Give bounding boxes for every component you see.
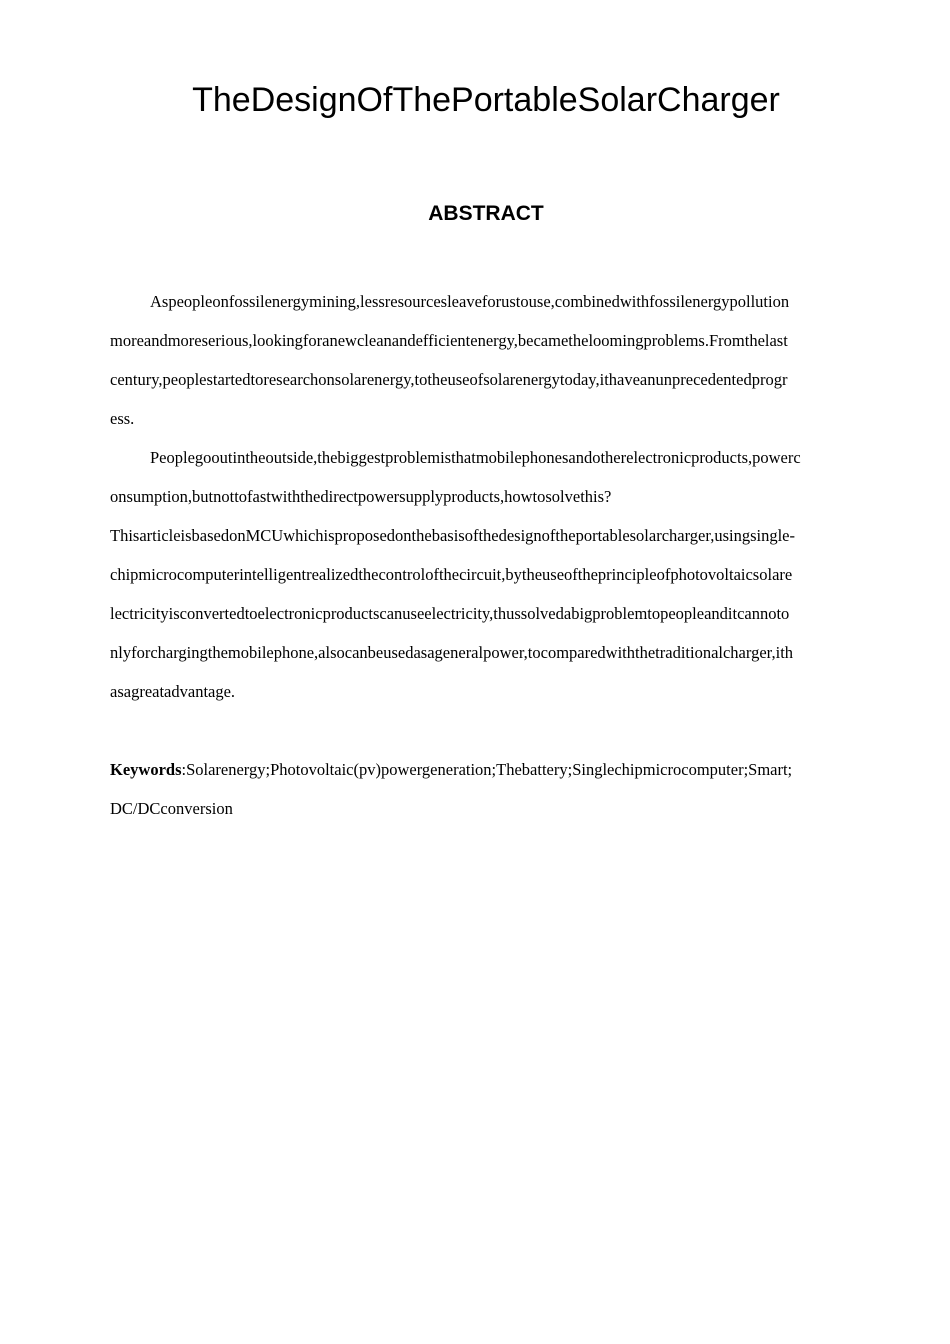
keywords-line xyxy=(110,758,792,782)
keywords-line-continued: DC/DCconversion xyxy=(110,799,233,818)
keywords-list: :Solarenergy;Photovoltaic(pv)powergeneration;Thebattery;Singlechipmicrocomputer;Smart; xyxy=(181,760,793,779)
paragraph-line: Aspeopleonfossilenergymining,lessresourcesleaveforustouse,combinedwithfossilenergypollution xyxy=(150,292,790,311)
document-title: TheDesignOfThePortableSolarCharger xyxy=(192,81,780,119)
paragraph-line: chipmicrocomputerintelligentrealizedthecontrolofthecircuit,bytheuseoftheprincipleofphotovoltaicsolare xyxy=(110,565,793,584)
paragraph-line: century,peoplestartedtoresearchonsolarenergy,totheuseofsolarenergytoday,ithaveanunprecedentedprogr xyxy=(110,370,788,389)
keywords-label: Keywords xyxy=(110,760,182,779)
abstract-heading: ABSTRACT xyxy=(428,202,544,225)
paragraph-line: onsumption,butnottofastwiththedirectpowersupplyproducts,howtosolvethis? xyxy=(110,487,612,506)
paragraph-line: asagreatadvantage. xyxy=(110,682,236,701)
paragraph-line: ess. xyxy=(110,409,135,428)
paragraph-line: ThisarticleisbasedonMCUwhichisproposedonthebasisofthedesignoftheportablesolarcharger,usingsingle- xyxy=(110,526,795,545)
paragraph-line: Peoplegooutintheoutside,thebiggestproblemisthatmobilephonesandotherelectronicproducts,powerc xyxy=(150,448,801,467)
paragraph-line: lectricityisconvertedtoelectronicproductscanuseelectricity,thussolvedabigproblemtopeopleanditcannoto xyxy=(110,604,790,623)
paragraph-line: moreandmoreserious,lookingforanewcleanandefficientenergy,becametheloomingproblems.Fromthelast xyxy=(110,331,788,350)
paragraph-line: nlyforchargingthemobilephone,alsocanbeusedasageneralpower,tocomparedwiththetraditionalcharger,ith xyxy=(110,643,794,662)
